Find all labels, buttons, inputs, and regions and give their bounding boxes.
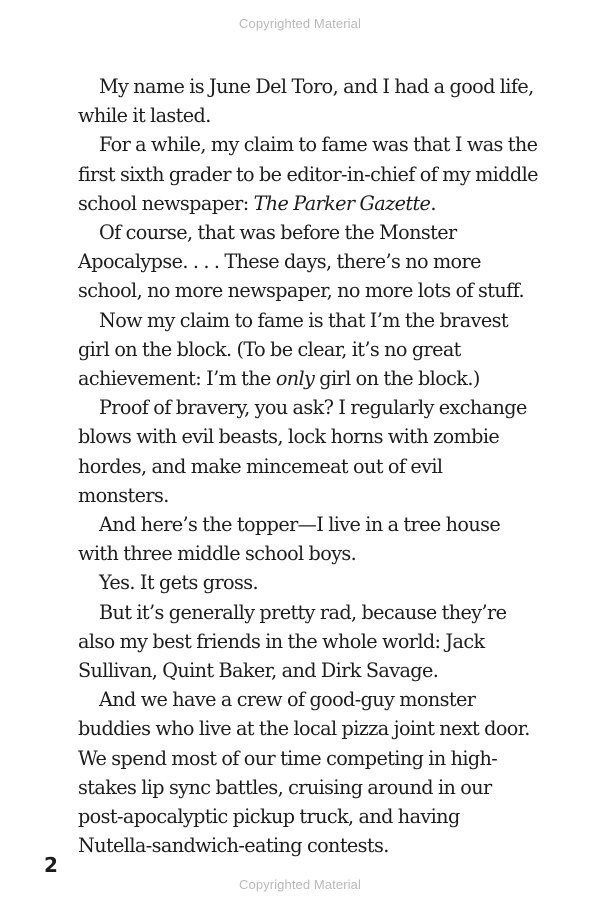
paragraph-text: girl on the block.) bbox=[314, 367, 480, 391]
paragraph-text: For a while, my claim to fame was that I was the first sixth grader to be editor-in-chief of my middle school newspaper: bbox=[78, 133, 538, 215]
paragraph-text: And we have a crew of good-guy monster buddies who live at the local pizza joint next door. We spend most of our time competing in high-stakes lip sync battles, cruising around in our post-apocalyptic pickup truck, and having Nutella-sandwich-eating contests. bbox=[78, 688, 530, 858]
body-text bbox=[78, 72, 538, 860]
newspaper-title: The Parker Gazette bbox=[253, 191, 431, 215]
paragraph bbox=[78, 598, 538, 686]
paragraph-text: Of course, that was before the Monster Apocalypse. . . . These days, there’s no more school, no more newspaper, no more lots of stuff. bbox=[78, 221, 524, 303]
paragraph bbox=[78, 72, 538, 130]
page-number: 2 bbox=[44, 853, 58, 877]
paragraph bbox=[78, 306, 538, 394]
paragraph bbox=[78, 130, 538, 218]
paragraph-text: And here’s the topper—I live in a tree house with three middle school boys. bbox=[78, 513, 501, 566]
paragraph bbox=[78, 393, 538, 510]
paragraph bbox=[78, 510, 538, 568]
paragraph-text: Proof of bravery, you ask? I regularly exchange blows with evil beasts, lock horns with zombie hordes, and make mincemeat out of evil monsters. bbox=[78, 396, 527, 507]
paragraph-text: My name is June Del Toro, and I had a good life, while it lasted. bbox=[78, 75, 534, 128]
paragraph bbox=[78, 685, 538, 860]
paragraph-text: . bbox=[430, 191, 436, 215]
paragraph-text: But it’s generally pretty rad, because they’re also my best friends in the whole world: Jack Sullivan, Quint Baker, and Dirk Savage. bbox=[78, 600, 507, 683]
emphasis-text: only bbox=[275, 367, 315, 391]
paragraph-text: Yes. It gets gross. bbox=[99, 571, 258, 595]
paragraph bbox=[78, 568, 538, 597]
copyright-watermark-top: Copyrighted Material bbox=[239, 16, 361, 31]
paragraph bbox=[78, 218, 538, 306]
paragraph-text: Now my claim to fame is that I’m the bravest girl on the block. (To be clear, it’s no great achievement: I’m the bbox=[78, 308, 508, 391]
copyright-watermark-bottom: Copyrighted Material bbox=[239, 877, 361, 892]
